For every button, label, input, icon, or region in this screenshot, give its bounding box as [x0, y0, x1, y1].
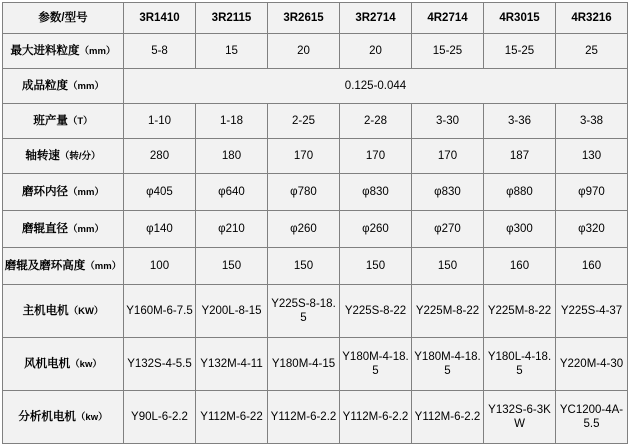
table-cell: φ405 [124, 174, 196, 211]
row-label [3, 391, 124, 444]
table-cell: 3-38 [556, 104, 628, 139]
table-cell: 170 [412, 139, 484, 174]
table-cell: φ780 [268, 174, 340, 211]
row-label [3, 139, 124, 174]
table-cell: Y132M-4-11 [196, 338, 268, 391]
row-label [3, 285, 124, 338]
row-label-text: 参数/型号 [38, 11, 88, 24]
row-label-unit: （T） [67, 115, 93, 127]
table-cell: Y132S-4-5.5 [124, 338, 196, 391]
table-cell: YC1200-4A-5.5 [556, 391, 628, 444]
table-cell: 150 [340, 248, 412, 285]
table-cell: Y112M-6-22 [196, 391, 268, 444]
row-label-unit: （kw） [70, 358, 102, 370]
row-label-text: 轴转速 [25, 149, 60, 162]
table-cell: 15-25 [484, 34, 556, 69]
table-cell: 130 [556, 139, 628, 174]
table-row [3, 338, 628, 391]
table-cell: Y112M-6-2.2 [268, 391, 340, 444]
column-header: 4R3216 [556, 3, 628, 34]
table-cell: 1-18 [196, 104, 268, 139]
column-header: 3R2714 [340, 3, 412, 34]
table-cell: Y90L-6-2.2 [124, 391, 196, 444]
table-cell: 150 [196, 248, 268, 285]
table-cell: 160 [484, 248, 556, 285]
table-cell: 15-25 [412, 34, 484, 69]
table-cell: φ880 [484, 174, 556, 211]
table-cell: Y112M-6-2.2 [340, 391, 412, 444]
row-label-unit: （转/分） [59, 150, 101, 162]
table-row [3, 174, 628, 211]
table-row [3, 104, 628, 139]
table-cell: Y225S-8-18.5 [268, 285, 340, 338]
table-cell: φ300 [484, 211, 556, 248]
column-header: 4R3015 [484, 3, 556, 34]
table-cell: Y180L-4-18.5 [484, 338, 556, 391]
column-header: 3R2615 [268, 3, 340, 34]
column-header: 4R2714 [412, 3, 484, 34]
row-label-unit: （KW） [68, 305, 104, 317]
table-row [3, 139, 628, 174]
table-cell: Y225S-8-22 [340, 285, 412, 338]
row-label-unit: （mm） [68, 186, 104, 198]
table-cell: 15 [196, 34, 268, 69]
row-label-text: 磨环内径 [22, 185, 69, 198]
table-row [3, 69, 628, 104]
table-cell: 150 [412, 248, 484, 285]
row-label-unit: （kw） [75, 411, 108, 423]
table-cell: 20 [340, 34, 412, 69]
table-cell: Y180M-4-18.5 [412, 338, 484, 391]
table-cell: 180 [196, 139, 268, 174]
table-cell: 3-30 [412, 104, 484, 139]
row-label-text: 磨辊及磨环高度 [4, 259, 86, 272]
row-label-text: 最大进料粒度 [10, 44, 80, 57]
table-cell: Y180M-4-15 [268, 338, 340, 391]
row-label [3, 211, 124, 248]
table-cell: Y160M-6-7.5 [124, 285, 196, 338]
table-cell: φ140 [124, 211, 196, 248]
table-cell: Y220M-4-30 [556, 338, 628, 391]
column-header: 3R2115 [196, 3, 268, 34]
table-cell: 5-8 [124, 34, 196, 69]
row-label [3, 338, 124, 391]
table-cell: 2-28 [340, 104, 412, 139]
table-cell: 100 [124, 248, 196, 285]
row-label-text: 主机电机 [22, 304, 69, 317]
row-label [3, 34, 124, 69]
row-label-text: 磨辊直径 [22, 222, 69, 235]
table-cell: 170 [340, 139, 412, 174]
table-cell: φ830 [412, 174, 484, 211]
table-cell: Y132S-6-3KW [484, 391, 556, 444]
table-cell: 2-25 [268, 104, 340, 139]
column-header: 3R1410 [124, 3, 196, 34]
table-cell: φ830 [340, 174, 412, 211]
row-label-text: 风机电机 [24, 357, 71, 370]
table-cell-merged: 0.125-0.044 [124, 69, 628, 104]
table-cell: Y225M-8-22 [412, 285, 484, 338]
row-label [3, 248, 124, 285]
table-row [3, 3, 628, 34]
row-label-text: 班产量 [33, 114, 68, 127]
table-cell: φ260 [340, 211, 412, 248]
table-row [3, 285, 628, 338]
table-cell: Y225M-8-22 [484, 285, 556, 338]
table-cell: φ210 [196, 211, 268, 248]
table-cell: φ320 [556, 211, 628, 248]
table-row [3, 391, 628, 444]
table-cell: 3-36 [484, 104, 556, 139]
table-cell: Y200L-8-15 [196, 285, 268, 338]
table-cell: 280 [124, 139, 196, 174]
table-cell: φ270 [412, 211, 484, 248]
table-cell: φ260 [268, 211, 340, 248]
row-label-text: 分析机电机 [18, 410, 76, 423]
table-cell: 170 [268, 139, 340, 174]
row-label-unit: （mm） [68, 223, 104, 235]
row-label-unit: （mm） [68, 80, 104, 92]
specification-table [2, 2, 628, 444]
table-row [3, 34, 628, 69]
table-cell: φ640 [196, 174, 268, 211]
row-label [3, 69, 124, 104]
row-label-text: 成品粒度 [22, 79, 69, 92]
table-cell: Y225S-4-37 [556, 285, 628, 338]
table-row [3, 211, 628, 248]
table-cell: 150 [268, 248, 340, 285]
row-label [3, 104, 124, 139]
table-cell: 160 [556, 248, 628, 285]
table-cell: Y180M-4-18.5 [340, 338, 412, 391]
row-label-unit: （mm） [79, 45, 116, 57]
table-row [3, 248, 628, 285]
table-cell: φ970 [556, 174, 628, 211]
row-label [3, 174, 124, 211]
row-label [3, 3, 124, 34]
table-cell: 1-10 [124, 104, 196, 139]
table-cell: 25 [556, 34, 628, 69]
table-cell: 20 [268, 34, 340, 69]
row-label-unit: （mm） [85, 260, 122, 272]
table-cell: Y112M-6-2.2 [412, 391, 484, 444]
table-cell: 187 [484, 139, 556, 174]
